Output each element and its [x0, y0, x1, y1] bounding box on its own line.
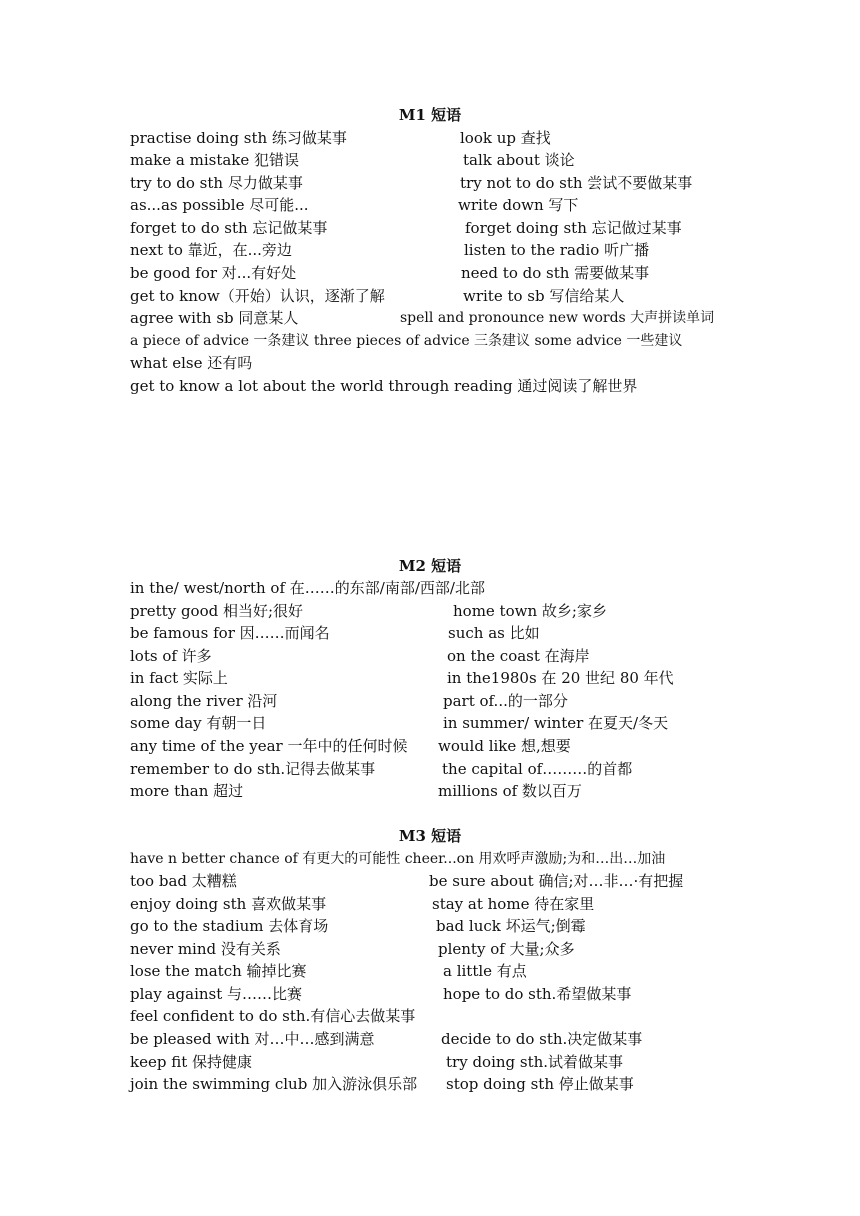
- phrase-left: join the swimming club 加入游泳俱乐部: [130, 1075, 418, 1093]
- phrase-row: [0, 149, 860, 171]
- phrase-left: forget to do sth 忘记做某事: [130, 219, 328, 237]
- phrase-left: go to the stadium 去体育场: [130, 917, 329, 935]
- phrase-right: be sure about 确信;对…非…·有把握: [429, 872, 684, 890]
- phrase-row: [0, 780, 860, 802]
- phrase-right: on the coast 在海岸: [447, 647, 590, 665]
- phrase-left: in fact 实际上: [130, 669, 228, 687]
- phrase-right: talk about 谈论: [463, 151, 575, 169]
- phrase-right: hope to do sth.希望做某事: [443, 985, 632, 1003]
- phrase-row: [0, 352, 860, 374]
- phrase-left: get to know（开始）认识，逐渐了解: [130, 287, 385, 305]
- phrase-full: a piece of advice 一条建议 three pieces of advice 三条建议 some advice 一些建议: [130, 333, 683, 349]
- phrase-right: a little 有点: [443, 962, 527, 980]
- phrase-row: [0, 983, 860, 1005]
- phrase-row: [0, 330, 860, 352]
- phrase-row: [0, 848, 860, 870]
- phrase-right: home town 故乡;家乡: [453, 602, 607, 620]
- phrase-right: plenty of 大量;众多: [438, 940, 575, 958]
- phrase-right: stay at home 待在家里: [432, 895, 595, 913]
- phrase-right: would like 想,想要: [438, 737, 571, 755]
- section-title-m2: M2 短语: [398, 557, 462, 575]
- phrase-left: play against 与……比赛: [130, 985, 303, 1003]
- phrase-row: [0, 577, 860, 599]
- phrase-left: enjoy doing sth 喜欢做某事: [130, 895, 327, 913]
- phrase-row: [0, 712, 860, 734]
- phrase-row: [0, 960, 860, 982]
- phrase-right: look up 查找: [460, 129, 551, 147]
- phrase-row: [0, 870, 860, 892]
- phrase-right: write to sb 写信给某人: [463, 287, 625, 305]
- phrase-left: as...as possible 尽可能...: [130, 196, 309, 214]
- phrase-right: try not to do sth 尝试不要做某事: [460, 174, 693, 192]
- phrase-right: decide to do sth.决定做某事: [441, 1030, 643, 1048]
- phrase-left: try to do sth 尽力做某事: [130, 174, 303, 192]
- phrase-right: try doing sth.试着做某事: [446, 1053, 624, 1071]
- phrase-left: remember to do sth.记得去做某事: [130, 760, 376, 778]
- phrase-right: write down 写下: [458, 196, 579, 214]
- phrase-row: [0, 262, 860, 284]
- phrase-right: stop doing sth 停止做某事: [446, 1075, 634, 1093]
- phrase-row: [0, 758, 860, 780]
- phrase-left: some day 有朝一日: [130, 714, 267, 732]
- phrase-full: in the/ west/north of 在……的东部/南部/西部/北部: [130, 579, 485, 597]
- phrase-right: millions of 数以百万: [438, 782, 582, 800]
- phrase-row: [0, 645, 860, 667]
- phrase-right: bad luck 坏运气;倒霉: [436, 917, 586, 935]
- phrase-row: [0, 667, 860, 689]
- phrase-row: [0, 285, 860, 307]
- phrase-right: listen to the radio 听广播: [464, 241, 650, 259]
- phrase-right: such as 比如: [448, 624, 540, 642]
- phrase-left: along the river 沿河: [130, 692, 278, 710]
- section-title-m1: M1 短语: [398, 106, 462, 124]
- phrase-row: [0, 1051, 860, 1073]
- phrase-row: [0, 915, 860, 937]
- phrase-row: [0, 690, 860, 712]
- phrase-left: lots of 许多: [130, 647, 212, 665]
- phrase-right: forget doing sth 忘记做过某事: [465, 219, 682, 237]
- phrase-right: the capital of………的首都: [442, 760, 633, 778]
- phrase-row: [0, 194, 860, 216]
- phrase-row: [0, 893, 860, 915]
- phrase-row: [0, 622, 860, 644]
- phrase-row: [0, 172, 860, 194]
- phrase-row: [0, 600, 860, 622]
- phrase-left: any time of the year 一年中的任何时候: [130, 737, 408, 755]
- phrase-full: what else 还有吗: [130, 354, 253, 372]
- section-title-m3: M3 短语: [398, 827, 462, 845]
- phrase-left: be good for 对...有好处: [130, 264, 297, 282]
- phrase-full: get to know a lot about the world through reading 通过阅读了解世界: [130, 377, 638, 395]
- phrase-left: lose the match 输掉比赛: [130, 962, 307, 980]
- phrase-right: spell and pronounce new words 大声拼读单词: [400, 310, 715, 326]
- phrase-row: [0, 239, 860, 261]
- phrase-row: [0, 127, 860, 149]
- phrase-left: make a mistake 犯错误: [130, 151, 300, 169]
- phrase-full: feel confident to do sth.有信心去做某事: [130, 1007, 416, 1025]
- phrase-left: be pleased with 对…中…感到满意: [130, 1030, 375, 1048]
- phrase-right: need to do sth 需要做某事: [461, 264, 650, 282]
- phrase-left: keep fit 保持健康: [130, 1053, 253, 1071]
- phrase-row: [0, 217, 860, 239]
- phrase-row: [0, 375, 860, 397]
- phrase-row: [0, 1028, 860, 1050]
- phrase-right: part of...的一部分: [443, 692, 568, 710]
- phrase-row: [0, 1005, 860, 1027]
- phrase-left: more than 超过: [130, 782, 244, 800]
- phrase-left: pretty good 相当好;很好: [130, 602, 304, 620]
- phrase-full: have n better chance of 有更大的可能性 cheer...on 用欢呼声激励;为和…出…加油: [130, 851, 666, 867]
- phrase-row: [0, 1073, 860, 1095]
- phrase-row: [0, 307, 860, 329]
- phrase-right: in summer/ winter 在夏天/冬天: [443, 714, 669, 732]
- phrase-left: never mind 没有关系: [130, 940, 281, 958]
- phrase-left: too bad 太糟糕: [130, 872, 237, 890]
- phrase-left: practise doing sth 练习做某事: [130, 129, 347, 147]
- phrase-left: agree with sb 同意某人: [130, 309, 299, 327]
- phrase-right: in the1980s 在 20 世纪 80 年代: [447, 669, 674, 687]
- phrase-left: next to 靠近，在...旁边: [130, 241, 292, 259]
- phrase-left: be famous for 因……而闻名: [130, 624, 330, 642]
- phrase-row: [0, 938, 860, 960]
- phrase-row: [0, 735, 860, 757]
